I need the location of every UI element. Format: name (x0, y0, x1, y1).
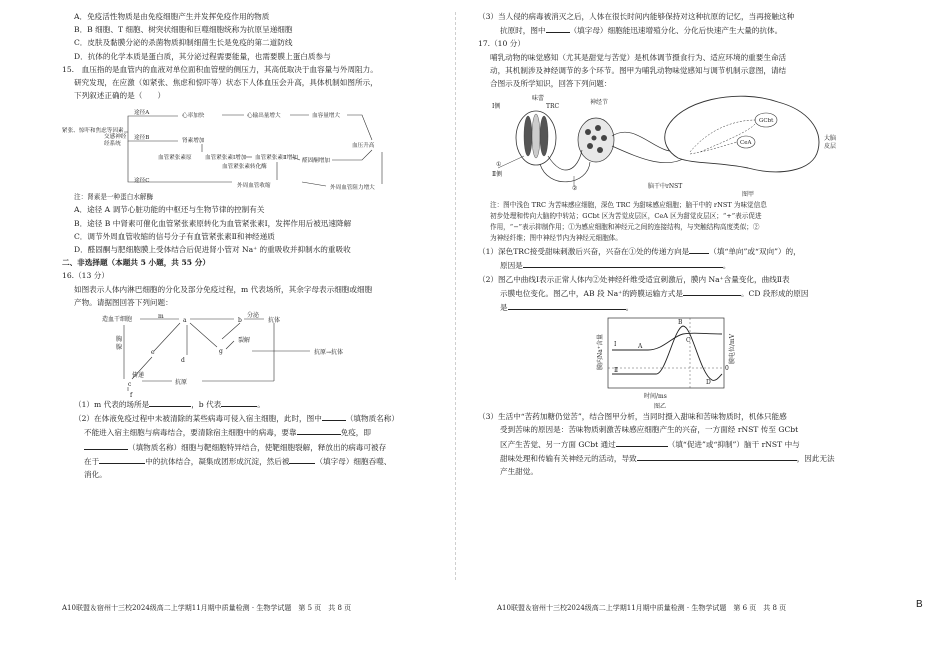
q17-sub2-line2: 示膜电位变化。图乙中，AB 段 Na⁺的跨膜运输方式是 。CD 段形成的原因 (478, 286, 856, 300)
y-label-left: 膜内Na⁺含量 (597, 334, 604, 371)
figure-yi-caption: 图乙 (654, 403, 667, 411)
q15-stem-line1: 15. 血压指的是血管内的血液对单位面积血管壁的侧压力，其高低取决于血容量与外周阻力。 (62, 64, 378, 74)
footer-right: A10联盟＆宿州十三校2024级高二上学期11月期中质量检测 · 生物学试题 第 6 页 共 8 页 (497, 604, 787, 612)
answer-blank[interactable] (523, 258, 723, 268)
q17-sub3-line1: （3）生活中“苦药加糖仍觉苦”，结合图甲分析，当同时摄入甜味和苦味物质时，机体只能感 (478, 412, 787, 422)
q17-sub2-line1: （2）图乙中曲线Ⅰ表示正常人体内②处神经纤维受适宜刺激后，膜内 Na⁺含量变化，曲线Ⅱ表 (478, 274, 790, 284)
q17-stem-line2: 动，其机制涉及神经调节的多个环节。图甲为哺乳动物味觉感知与调节机制示意图，请结 (490, 65, 787, 75)
answer-blank[interactable] (149, 397, 191, 407)
diagram-volume: 血容量增大 (312, 113, 340, 120)
q16-sub3-line1: （3）当人侵的病毒被消灭之后，人体在很长时间内能够保持对这种抗原的记忆，当再接触这种 (478, 12, 795, 21)
q17-head: 17.（10 分） (478, 39, 525, 49)
x-label: 时间/ms (644, 393, 667, 401)
diagram-vessel: 外周血管收缩 (237, 183, 271, 190)
answer-blank[interactable] (637, 451, 797, 461)
diagram-output: 心输出量增大 (247, 113, 281, 120)
ganglion-shape (578, 118, 614, 162)
q16-sub2-line1: （2）在体液免疫过程中未被清除的某些病毒可侵入宿主细胞，此时，图中 （填物质名称） (62, 411, 442, 425)
y-label-right: 膜电位/mV (729, 334, 736, 365)
q16-head: 16.（13 分） (62, 271, 109, 281)
diagram-marrow2: 腺 (116, 344, 123, 352)
answer-blank[interactable] (297, 425, 341, 435)
diagram-hormone2: 血管紧张素Ⅰ增加 (205, 155, 247, 162)
q17-stem-line1: 哺乳动物的味觉感知（尤其是甜觉与苦觉）是机体调节摄食行为、适应环境的重要生命活 (490, 52, 787, 62)
point-d: D (706, 379, 711, 387)
brain-outline (665, 96, 819, 172)
figure-jia-caption: 图甲 (742, 191, 755, 199)
diagram-kidney: 肾素增加 (182, 138, 205, 145)
q15-option-a: A．途径 A 调节心脏功能的中枢还与生物节律的控制有关 (74, 205, 265, 215)
fig-jia-note-line3: 作用，“−”表示抑制作用；①为感应细胞和神经元之间的连接结构，与突触结构高度类似；② (490, 223, 760, 232)
diagram-path-b: 途径B (134, 135, 150, 142)
answer-blank[interactable] (616, 437, 668, 447)
diagram-antigen-body: 抗原→抗体 (314, 349, 344, 357)
label-side1: Ⅰ侧 (492, 103, 501, 111)
diagram-m: m (158, 313, 164, 321)
point-b: B (678, 319, 683, 327)
diagram-secrete: 分泌 (247, 312, 260, 320)
q17-sub3-line4: 甜味处理和传输有关神经元的活动，导致 ，因此无法 (478, 451, 856, 465)
label-ganglion: 神经节 (590, 99, 609, 107)
fig-jia-note-line1: 注：图中浅色 TRC 为苦味感应细胞，深色 TRC 为甜味感应细胞；脑干中的 rNST 为味觉信息 (490, 201, 767, 210)
diagram-converter: 血管紧张素转化酶 (222, 164, 267, 171)
diagram-c: c (128, 381, 132, 389)
curve-i-label: Ⅰ (614, 341, 617, 349)
q17-sub3-line5: 产生甜觉。 (500, 467, 538, 477)
fig-jia-note-line4: 为神经纤维；图中神经节内为神经元细胞体。 (490, 234, 622, 243)
q16-sub2-line2: 不能进入宿主细胞与病毒结合，要清除宿主细胞中的病毒，要靠 免疫，即 (62, 425, 442, 439)
diagram-hormone1: 血管紧张素原 (158, 155, 192, 162)
q16-sub3-line2: 抗原时，图中 （填字母）细胞能迅速增殖分化、分化后快速产生大量的抗体。 (478, 23, 856, 37)
figure-jia (478, 90, 856, 200)
q16-sub2-line3: （填物质名称）细胞与靶细胞特异结合，使靶细胞裂解，释放出的病毒可被存 (62, 440, 442, 454)
answer-blank[interactable] (508, 300, 626, 310)
diagram-g: g (219, 348, 223, 356)
diagram-deliver: 传递 (132, 372, 145, 380)
left-column (62, 10, 442, 481)
diagram-antigen: 抗原 (175, 379, 188, 387)
diagram-a: a (183, 317, 187, 325)
answer-blank[interactable] (689, 244, 709, 254)
label-brainstem: 脑干中rNST (648, 183, 683, 191)
diagram-e: e (151, 349, 155, 357)
q17-sub1-line2: 原因是 。 (478, 258, 856, 272)
label-bud: 味蕾 (532, 95, 545, 103)
diagram-body1: 抗体 (268, 317, 281, 325)
diagram-path-c: 途径C (134, 178, 150, 185)
q17-sub2-line3: 是 。 (478, 300, 856, 314)
diagram-d: d (181, 357, 185, 365)
diagram-b: b (238, 317, 242, 325)
plot-frame (608, 318, 724, 388)
label-cortex2: 皮层 (824, 143, 837, 151)
lymphocyte-diagram (62, 309, 442, 397)
q15-diagram-note: 注：肾素是一种蛋白水解酶 (74, 193, 154, 202)
zero-label: 0 (725, 365, 729, 373)
label-gcbt: GCbt (759, 118, 774, 125)
diagram-f: f (130, 392, 133, 398)
q17-stem-line3: 合图示及所学知识，回答下列问题： (490, 79, 612, 89)
blood-pressure-diagram (62, 102, 442, 194)
q17-sub3-line2: 受到苦味的原因是：苦味物质刺激苦味感应细胞产生的兴奋，一方面经 rNST 传至 GCbt (500, 425, 799, 435)
point-a: A (638, 343, 643, 351)
answer-blank[interactable] (546, 23, 570, 33)
q17-sub1-line1: （1）深色TRC接受甜味刺激后兴奋，兴奋在①处的传递方向是 （填“单向”或“双向”）的， (478, 244, 856, 258)
footer-left: A10联盟＆宿州十三校2024级高二上学期11月期中质量检测 · 生物学试题 第 5 页 共 8 页 (62, 604, 352, 612)
diagram-lyse: 裂解 (238, 337, 251, 345)
q15-stem-line2: 研究发现，在应激（如紧张、焦虑和惊吓等）状态下人体血压会升高，具体机制如图所示， (74, 78, 378, 88)
diagram-nerve2: 经系统 (104, 141, 121, 148)
section-2-heading: 二、非选择题（本题共 5 小题，共 55 分） (62, 258, 210, 268)
q17-sub3-line3: 区产生苦觉、另一方面 GCbt 通过 （填“促进”或“抑制”）脑干 rNST 中与 (478, 437, 856, 451)
answer-blank[interactable] (221, 397, 257, 407)
taste-pathway-figure (478, 90, 856, 200)
label-n2: ② (572, 185, 578, 193)
diagram-aldo: 醛固酮增加 (302, 158, 330, 165)
q16-stem-line1: 如图表示人体内淋巴细胞的分化及部分免疫过程，m 代表场所，其余字母表示细胞或细胞 (74, 284, 373, 294)
diagram-bp: 血压升高 (352, 143, 375, 150)
q16-sub1: （1）m 代表的场所是 ，b 代表 。 (62, 397, 442, 411)
diagram-source: 紧张、惊吓和焦虑等因素 (62, 128, 124, 135)
q14-option-b: B．B 细胞、T 细胞、树突状细胞和巨噬细胞统称为抗原呈递细胞 (74, 25, 293, 35)
label-side2: Ⅱ侧 (492, 171, 503, 179)
q15-diagram (62, 102, 442, 194)
diagram-path-a: 途径A (134, 110, 150, 117)
q15-option-d: D．醛固酮与肥细胞膜上受体结合后促进肾小管对 Na⁺ 的重吸收并抑制水的重吸收 (74, 245, 351, 255)
q15-option-b: B．途径 B 中肾素可催化血管紧张素原转化为血管紧张素Ⅰ，发挥作用后被迅速降解 (74, 218, 352, 228)
q16-sub2-line4: 在于 中的抗体结合，凝集成团形成沉淀，然后被 （填字母）细胞吞噬、 (62, 454, 442, 468)
diagram-nerve: 交感神经 (104, 134, 127, 141)
label-cea: CeA (740, 140, 752, 147)
label-n1: ① (496, 161, 502, 169)
answer-blank[interactable] (322, 411, 346, 421)
label-trc: TRC (546, 103, 560, 111)
fig-jia-note-line2: 初步处理和传向大脑的中转站；GCbt 区为苦觉皮层区，CeA 区为甜觉皮层区；“+”表示促进 (490, 212, 762, 221)
label-cortex1: 大脑 (824, 135, 837, 143)
answer-blank[interactable] (289, 454, 315, 464)
diagram-marrow1: 胸 (116, 336, 123, 344)
q14-option-a: A．免疫活性物质是由免疫细胞产生并发挥免疫作用的物质 (74, 12, 270, 21)
q14-option-d: D．抗体的化学本质是蛋白质，其分泌过程需要能量，也需要膜上蛋白质参与 (74, 51, 331, 61)
answer-blank[interactable] (683, 286, 741, 296)
q14-option-c: C．皮肤及黏膜分泌的杀菌物质抑制细菌生长是免疫的第二道防线 (74, 38, 293, 48)
column-divider (455, 12, 456, 580)
curve-ii-label: Ⅱ (614, 367, 619, 375)
diagram-stem: 造血干细胞 (102, 316, 133, 324)
figure-yi (478, 314, 856, 410)
answer-blank[interactable] (99, 454, 145, 464)
membrane-potential-figure (478, 314, 856, 410)
q15-option-c: C．调节外周血管收缩的信号分子有血管紧张素Ⅱ和神经递质 (74, 231, 275, 241)
q16-diagram (62, 309, 442, 397)
q16-sub2-line5: 消化。 (84, 470, 107, 480)
right-column (478, 10, 856, 478)
q15-stem-line3: 下列叙述正确的是（ ） (74, 91, 166, 101)
point-c: C (686, 337, 691, 345)
diagram-heart: 心率加快 (182, 113, 205, 120)
diagram-resistance: 外周血管阻力增大 (330, 185, 375, 192)
answer-blank[interactable] (84, 440, 128, 450)
corner-letter: B (916, 599, 923, 610)
diagram-hormone3: 血管紧张素Ⅱ增加 (255, 155, 298, 162)
q16-stem-line2: 产物。请据图回答下列问题： (74, 297, 173, 307)
